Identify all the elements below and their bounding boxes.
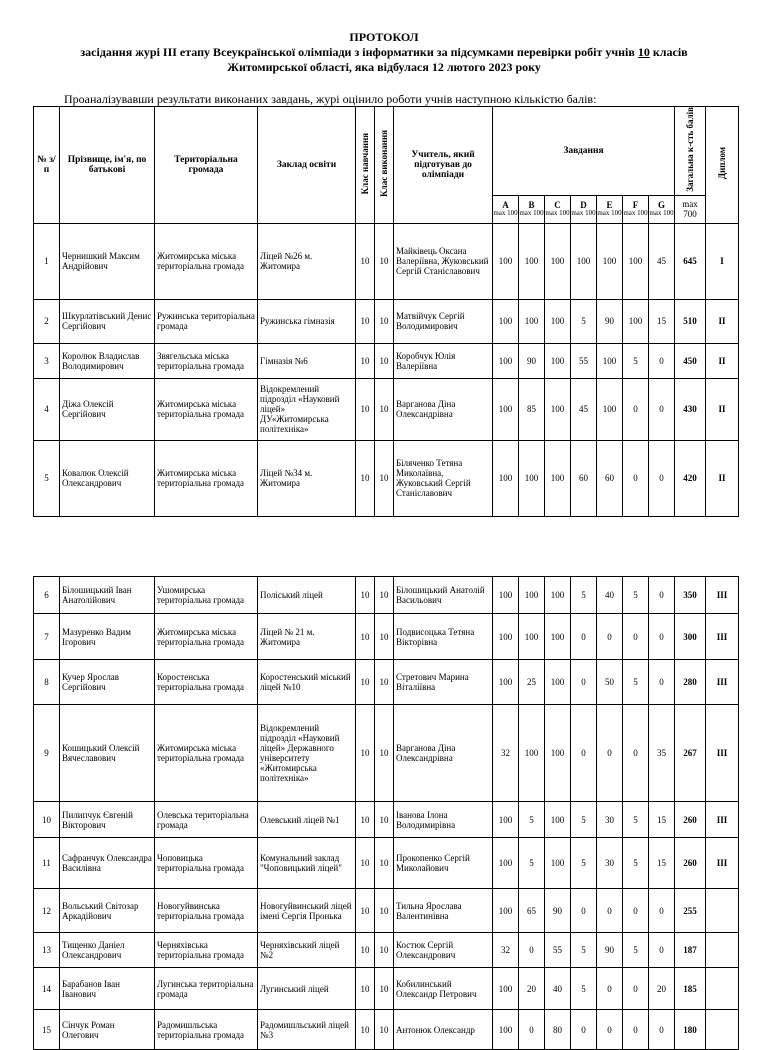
- task-score: 100: [493, 223, 519, 299]
- task-f-header: [623, 195, 649, 223]
- max-total-header: max 700: [675, 195, 706, 223]
- protocol-subtitle: [0, 45, 768, 60]
- grade-study: 10: [356, 802, 375, 838]
- grade-performed: 10: [375, 705, 394, 802]
- total-score: 645: [675, 223, 706, 299]
- task-score: 100: [493, 614, 519, 660]
- school: Поліський ліцей: [258, 577, 356, 614]
- grade-number: 10: [637, 45, 650, 59]
- task-score: 0: [571, 660, 597, 705]
- task-max: max 100: [519, 209, 544, 218]
- col-num-header: № з/п: [34, 107, 60, 224]
- diploma: [706, 968, 739, 1010]
- task-score: 0: [597, 614, 623, 660]
- grade-performed: 10: [375, 889, 394, 933]
- task-score: 100: [519, 577, 545, 614]
- task-score: 5: [623, 933, 649, 968]
- school: Ліцей №34 м. Житомира: [258, 440, 356, 516]
- task-score: 5: [623, 343, 649, 378]
- task-score: 0: [649, 660, 675, 705]
- task-letter: D: [580, 200, 587, 211]
- task-max: max 100: [649, 209, 674, 218]
- task-score: 100: [493, 889, 519, 933]
- task-score: 20: [649, 968, 675, 1010]
- diploma: I: [706, 223, 739, 299]
- grade-study: 10: [356, 223, 375, 299]
- grade-performed: 10: [375, 343, 394, 378]
- community: Житомирська міська територіальна громада: [155, 378, 258, 440]
- community: Житомирська міська територіальна громада: [155, 223, 258, 299]
- task-letter: G: [657, 200, 665, 211]
- community: Житомирська міська територіальна громада: [155, 705, 258, 802]
- task-score: 100: [545, 577, 571, 614]
- total-score: 430: [675, 378, 706, 440]
- task-score: 0: [649, 378, 675, 440]
- task-max: max 100: [597, 209, 622, 218]
- subtitle-suffix: класів: [649, 45, 688, 59]
- task-score: 0: [623, 440, 649, 516]
- col-diploma-header: Диплом: [717, 147, 727, 180]
- community: Радомишльська територіальна громада: [155, 1010, 258, 1050]
- school: Відокремлений підрозділ «Науковий ліцей» Державного університету «Житомирська політехніка»: [258, 705, 356, 802]
- task-d-header: [571, 195, 597, 223]
- task-score: 100: [545, 705, 571, 802]
- task-score: 15: [649, 802, 675, 838]
- student-name: Тищенко Даніел Олександрович: [60, 933, 155, 968]
- document-header: [0, 30, 768, 75]
- table-row: [34, 577, 739, 614]
- task-score: 0: [623, 968, 649, 1010]
- col-total-header: Загальна к-сть балів: [685, 107, 695, 192]
- task-score: 90: [597, 933, 623, 968]
- task-score: 80: [545, 1010, 571, 1050]
- protocol-title: ПРОТОКОЛ: [349, 30, 419, 44]
- grade-performed: 10: [375, 614, 394, 660]
- community: Житомирська міська територіальна громада: [155, 440, 258, 516]
- task-score: 5: [623, 660, 649, 705]
- grade-study: 10: [356, 889, 375, 933]
- teacher: Тильна Ярослава Валентинівна: [394, 889, 493, 933]
- results-body-page1: [34, 223, 739, 516]
- diploma: II: [706, 299, 739, 343]
- task-score: 0: [623, 1010, 649, 1050]
- task-max: max 100: [493, 209, 518, 218]
- task-score: 15: [649, 299, 675, 343]
- teacher: Антонюк Олександр: [394, 1010, 493, 1050]
- task-score: 100: [545, 802, 571, 838]
- teacher: Біляченко Тетяна Миколаївна, Жуковський Сергій Станіславович: [394, 440, 493, 516]
- row-number: 5: [34, 440, 60, 516]
- task-score: 20: [519, 968, 545, 1010]
- task-max: max 100: [623, 209, 648, 218]
- col-name-header: Прізвище, ім'я, по батькові: [60, 107, 155, 224]
- task-g-header: [649, 195, 675, 223]
- teacher: Майківець Оксана Валеріївна, Жуковський Сергій Станіславович: [394, 223, 493, 299]
- col-teacher-header: Учитель, який підготував до олімпіади: [394, 107, 493, 224]
- grade-study: 10: [356, 378, 375, 440]
- task-score: 45: [571, 378, 597, 440]
- row-number: 10: [34, 802, 60, 838]
- teacher: Стретович Марина Віталіївна: [394, 660, 493, 705]
- task-score: 100: [493, 838, 519, 889]
- total-score: 185: [675, 968, 706, 1010]
- task-score: 90: [597, 299, 623, 343]
- diploma: III: [706, 705, 739, 802]
- school: Гімназія №6: [258, 343, 356, 378]
- task-score: 0: [571, 614, 597, 660]
- student-name: Сінчук Роман Олегович: [60, 1010, 155, 1050]
- grade-study: 10: [356, 577, 375, 614]
- row-number: 12: [34, 889, 60, 933]
- task-score: 100: [493, 577, 519, 614]
- protocol-date-line: Житомирської області, яка відбулася 12 лютого 2023 року: [227, 60, 541, 74]
- task-score: 100: [545, 440, 571, 516]
- task-score: 100: [597, 343, 623, 378]
- community: Коростенська територіальна громада: [155, 660, 258, 705]
- task-score: 0: [571, 889, 597, 933]
- grade-performed: 10: [375, 802, 394, 838]
- row-number: 14: [34, 968, 60, 1010]
- grade-performed: 10: [375, 1010, 394, 1050]
- table-row: [34, 299, 739, 343]
- school: Лугинський ліцей: [258, 968, 356, 1010]
- task-score: 5: [623, 577, 649, 614]
- school: Відокремлений підрозділ «Науковий ліцей» ДУ«Житомирська політехніка»: [258, 378, 356, 440]
- teacher: Кобилинський Олександр Петрович: [394, 968, 493, 1010]
- task-score: 55: [571, 343, 597, 378]
- row-number: 7: [34, 614, 60, 660]
- community: Ружинська територіальна громада: [155, 299, 258, 343]
- task-score: 65: [519, 889, 545, 933]
- col-tasks-header: Завдання: [493, 107, 675, 196]
- school: Коростенський міський ліцей №10: [258, 660, 356, 705]
- diploma: III: [706, 802, 739, 838]
- task-score: 5: [519, 838, 545, 889]
- results-body-page2: [34, 577, 739, 1050]
- teacher: Варганова Діна Олександрівна: [394, 378, 493, 440]
- task-score: 100: [519, 223, 545, 299]
- task-score: 100: [493, 802, 519, 838]
- diploma: II: [706, 378, 739, 440]
- col-school-header: Заклад освіти: [258, 107, 356, 224]
- student-name: Білошицький Іван Анатолійович: [60, 577, 155, 614]
- table-row: [34, 614, 739, 660]
- task-score: 0: [623, 705, 649, 802]
- task-score: 100: [519, 440, 545, 516]
- task-score: 0: [597, 705, 623, 802]
- task-score: 100: [545, 299, 571, 343]
- student-name: Шкурлатівський Денис Сергійович: [60, 299, 155, 343]
- task-score: 100: [519, 299, 545, 343]
- school: Радомишльський ліцей №3: [258, 1010, 356, 1050]
- row-number: 4: [34, 378, 60, 440]
- diploma: [706, 933, 739, 968]
- row-number: 3: [34, 343, 60, 378]
- diploma: [706, 889, 739, 933]
- task-score: 25: [519, 660, 545, 705]
- task-score: 85: [519, 378, 545, 440]
- table-row: [34, 440, 739, 516]
- task-score: 5: [571, 968, 597, 1010]
- grade-performed: 10: [375, 378, 394, 440]
- task-score: 0: [649, 440, 675, 516]
- task-score: 30: [597, 838, 623, 889]
- task-letter: E: [606, 200, 613, 211]
- grade-study: 10: [356, 299, 375, 343]
- community: Новогуйвинська територіальна громада: [155, 889, 258, 933]
- task-score: 0: [597, 968, 623, 1010]
- grade-study: 10: [356, 933, 375, 968]
- task-score: 35: [649, 705, 675, 802]
- task-score: 0: [519, 1010, 545, 1050]
- task-score: 0: [649, 577, 675, 614]
- grade-study: 10: [356, 1010, 375, 1050]
- task-score: 5: [623, 802, 649, 838]
- student-name: Барабанов Іван Іванович: [60, 968, 155, 1010]
- task-score: 60: [571, 440, 597, 516]
- total-score: 280: [675, 660, 706, 705]
- total-score: 260: [675, 802, 706, 838]
- task-score: 0: [571, 1010, 597, 1050]
- col-grade-study-header: Клас навчання: [360, 132, 370, 195]
- col-community-header: Територіальна громада: [155, 107, 258, 224]
- total-score: 420: [675, 440, 706, 516]
- task-score: 0: [649, 933, 675, 968]
- diploma: II: [706, 343, 739, 378]
- task-score: 100: [493, 440, 519, 516]
- task-score: 100: [493, 968, 519, 1010]
- row-number: 1: [34, 223, 60, 299]
- diploma: III: [706, 838, 739, 889]
- total-score: 255: [675, 889, 706, 933]
- table-row: [34, 660, 739, 705]
- teacher: Варганова Діна Олександрівна: [394, 705, 493, 802]
- grade-performed: 10: [375, 660, 394, 705]
- task-score: 100: [623, 223, 649, 299]
- task-score: 32: [493, 933, 519, 968]
- task-score: 100: [519, 614, 545, 660]
- subtitle-text: засідання журі ІІІ етапу Всеукраїнської олімпіади з інформатики за підсумками перевірки робіт учнів: [80, 45, 638, 59]
- grade-study: 10: [356, 838, 375, 889]
- task-score: 50: [597, 660, 623, 705]
- task-score: 0: [519, 933, 545, 968]
- task-score: 5: [571, 577, 597, 614]
- school: Черняхівський ліцей №2: [258, 933, 356, 968]
- col-grade-perf-header: Клас виконання: [379, 129, 389, 197]
- task-score: 100: [571, 223, 597, 299]
- grade-performed: 10: [375, 933, 394, 968]
- task-score: 100: [545, 343, 571, 378]
- teacher: Коробчук Юлія Валеріївна: [394, 343, 493, 378]
- total-score: 267: [675, 705, 706, 802]
- grade-performed: 10: [375, 968, 394, 1010]
- total-score: 450: [675, 343, 706, 378]
- task-score: 100: [545, 838, 571, 889]
- diploma: III: [706, 614, 739, 660]
- table-row: [34, 968, 739, 1010]
- row-number: 13: [34, 933, 60, 968]
- community: Звягельська міська територіальна громада: [155, 343, 258, 378]
- grade-performed: 10: [375, 299, 394, 343]
- school: Ружинська гімназія: [258, 299, 356, 343]
- student-name: Мазуренко Вадим Ігорович: [60, 614, 155, 660]
- row-number: 11: [34, 838, 60, 889]
- grade-study: 10: [356, 614, 375, 660]
- task-score: 100: [545, 223, 571, 299]
- task-score: 5: [571, 933, 597, 968]
- row-number: 2: [34, 299, 60, 343]
- task-score: 100: [597, 378, 623, 440]
- task-score: 100: [493, 660, 519, 705]
- task-score: 0: [623, 889, 649, 933]
- table-row: [34, 705, 739, 802]
- student-name: Ковалюк Олексій Олександрович: [60, 440, 155, 516]
- task-max: max 100: [545, 209, 570, 218]
- teacher: Білошицький Анатолій Васильович: [394, 577, 493, 614]
- student-name: Діжа Олексій Сергійович: [60, 378, 155, 440]
- grade-performed: 10: [375, 223, 394, 299]
- task-score: 90: [545, 889, 571, 933]
- task-score: 5: [571, 299, 597, 343]
- task-score: 100: [493, 299, 519, 343]
- table-row: [34, 802, 739, 838]
- task-b-header: [519, 195, 545, 223]
- task-score: 5: [571, 838, 597, 889]
- task-letter: B: [528, 200, 535, 211]
- grade-study: 10: [356, 968, 375, 1010]
- task-score: 5: [571, 802, 597, 838]
- student-name: Королюк Владислав Володимирович: [60, 343, 155, 378]
- community: Лугинська територіальна громада: [155, 968, 258, 1010]
- teacher: Костюк Сергій Олександрович: [394, 933, 493, 968]
- teacher: Матвійчук Сергій Володимирович: [394, 299, 493, 343]
- student-name: Кошицький Олексій Вячеславович: [60, 705, 155, 802]
- teacher: Подвисоцька Тетяна Вікторівна: [394, 614, 493, 660]
- diploma: [706, 1010, 739, 1050]
- task-score: 0: [623, 614, 649, 660]
- task-letter: F: [632, 200, 639, 211]
- task-score: 0: [649, 614, 675, 660]
- grade-performed: 10: [375, 577, 394, 614]
- student-name: Вольський Світозар Аркадійович: [60, 889, 155, 933]
- task-max: max 100: [571, 209, 596, 218]
- school: Ліцей № 21 м. Житомира: [258, 614, 356, 660]
- diploma: III: [706, 660, 739, 705]
- total-score: 510: [675, 299, 706, 343]
- task-score: 100: [493, 343, 519, 378]
- grade-study: 10: [356, 660, 375, 705]
- task-score: 0: [649, 1010, 675, 1050]
- student-name: Чернишкий Максим Андрійович: [60, 223, 155, 299]
- task-e-header: [597, 195, 623, 223]
- row-number: 15: [34, 1010, 60, 1050]
- total-score: 187: [675, 933, 706, 968]
- task-score: 60: [597, 440, 623, 516]
- task-score: 100: [545, 378, 571, 440]
- task-score: 90: [519, 343, 545, 378]
- table-row: [34, 378, 739, 440]
- task-score: 100: [493, 378, 519, 440]
- task-score: 0: [649, 889, 675, 933]
- task-score: 100: [623, 299, 649, 343]
- row-number: 8: [34, 660, 60, 705]
- task-score: 45: [649, 223, 675, 299]
- table-row: [34, 933, 739, 968]
- task-score: 40: [545, 968, 571, 1010]
- school: Ліцей №26 м. Житомира: [258, 223, 356, 299]
- teacher: Прокопенко Сергій Миколайович: [394, 838, 493, 889]
- task-score: 0: [597, 1010, 623, 1050]
- grade-performed: 10: [375, 440, 394, 516]
- grade-performed: 10: [375, 838, 394, 889]
- school: Новогуйвинський ліцей імені Сергія Пронька: [258, 889, 356, 933]
- total-score: 350: [675, 577, 706, 614]
- community: Ушомирська територіальна громада: [155, 577, 258, 614]
- teacher: Іванова Ілона Володимирівна: [394, 802, 493, 838]
- community: Черняхівська територіальна громада: [155, 933, 258, 968]
- student-name: Пилипчук Євгеній Вікторович: [60, 802, 155, 838]
- task-score: 100: [493, 1010, 519, 1050]
- task-score: 0: [571, 705, 597, 802]
- task-score: 15: [649, 838, 675, 889]
- table-row: [34, 343, 739, 378]
- task-score: 100: [545, 614, 571, 660]
- results-table-page2: [33, 576, 739, 1050]
- school: Комунальний заклад "Чоповицький ліцей": [258, 838, 356, 889]
- task-letter: A: [502, 200, 509, 211]
- diploma: III: [706, 577, 739, 614]
- task-score: 0: [597, 889, 623, 933]
- school: Олевський ліцей №1: [258, 802, 356, 838]
- task-score: 100: [519, 705, 545, 802]
- task-score: 0: [623, 378, 649, 440]
- row-number: 9: [34, 705, 60, 802]
- total-score: 180: [675, 1010, 706, 1050]
- intro-text: Проаналізувавши результати виконаних завдань, журі оцінило роботи учнів наступною кількістю балів:: [64, 92, 597, 106]
- table-row: [34, 1010, 739, 1050]
- grade-study: 10: [356, 440, 375, 516]
- student-name: Сафранчук Олександра Василівна: [60, 838, 155, 889]
- task-c-header: [545, 195, 571, 223]
- total-score: 300: [675, 614, 706, 660]
- row-number: 6: [34, 577, 60, 614]
- results-table-page1: [33, 106, 739, 517]
- table-row: [34, 223, 739, 299]
- diploma: II: [706, 440, 739, 516]
- table-row: [34, 889, 739, 933]
- task-score: 40: [597, 577, 623, 614]
- task-letter: C: [554, 200, 561, 211]
- task-a-header: [493, 195, 519, 223]
- task-score: 32: [493, 705, 519, 802]
- task-score: 0: [649, 343, 675, 378]
- student-name: Кучер Ярослав Сергійович: [60, 660, 155, 705]
- table-row: [34, 838, 739, 889]
- task-score: 100: [545, 660, 571, 705]
- community: Житомирська міська територіальна громада: [155, 614, 258, 660]
- task-score: 5: [519, 802, 545, 838]
- community: Олевська територіальна громада: [155, 802, 258, 838]
- total-score: 260: [675, 838, 706, 889]
- task-score: 30: [597, 802, 623, 838]
- grade-study: 10: [356, 705, 375, 802]
- grade-study: 10: [356, 343, 375, 378]
- task-score: 5: [623, 838, 649, 889]
- community: Чоповицька територіальна громада: [155, 838, 258, 889]
- task-score: 55: [545, 933, 571, 968]
- task-score: 100: [597, 223, 623, 299]
